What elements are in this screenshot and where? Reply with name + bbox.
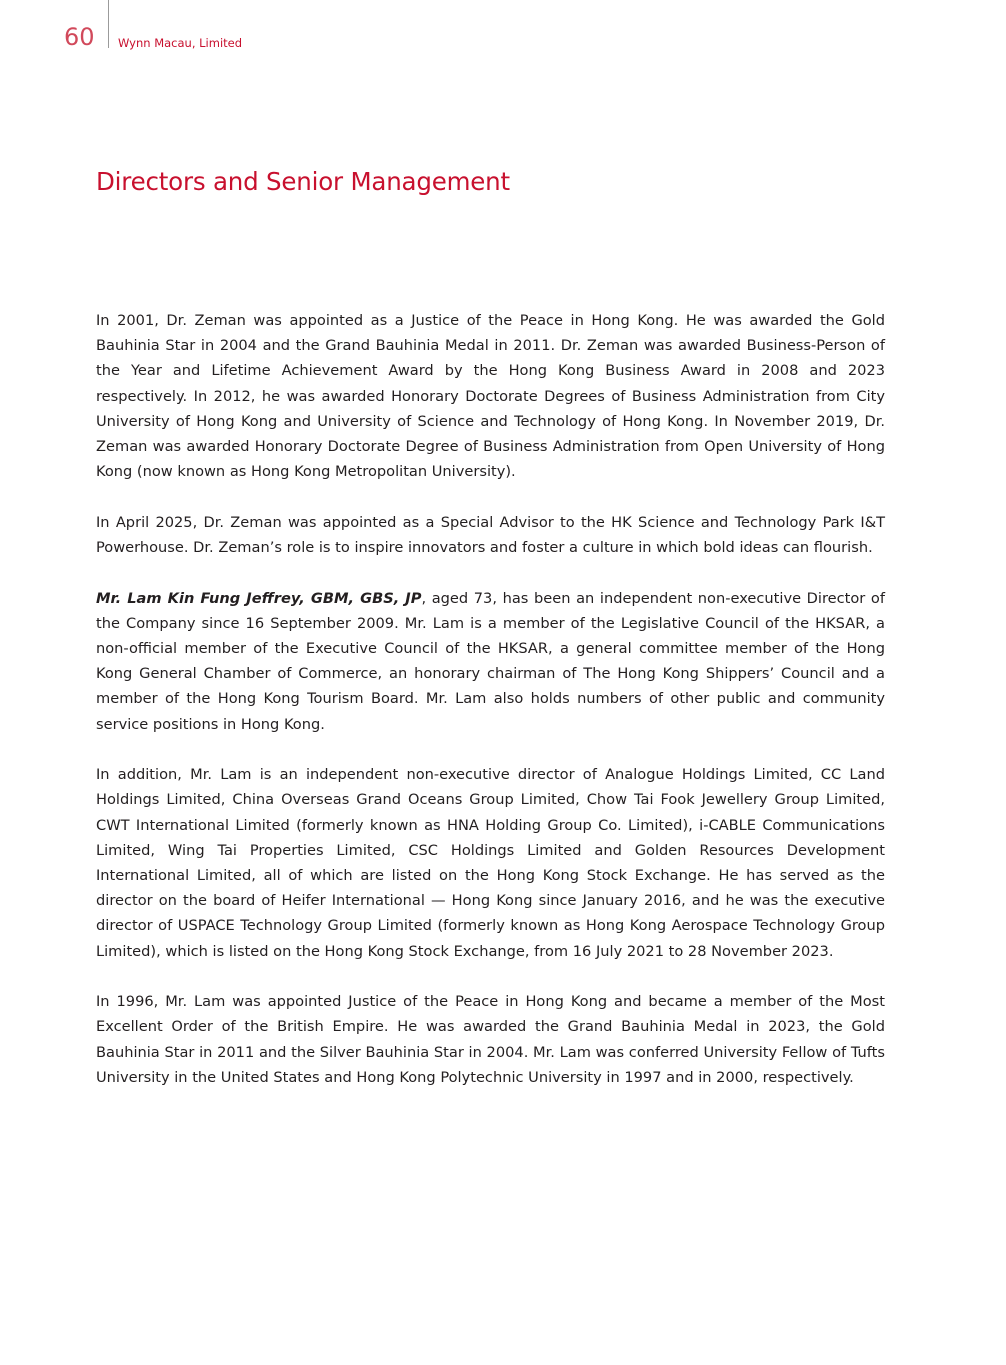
page-number: 60 [64,23,95,51]
paragraph-zeman-advisor: In April 2025, Dr. Zeman was appointed as a Special Advisor to the HK Science and Technology Park I&T Powerhouse. Dr. Zeman’s role is to inspire innovators and foster a culture in which bold ideas can flourish. [96,513,885,557]
company-name: Wynn Macau, Limited [118,36,243,50]
director-name: Mr. Lam Kin Fung Jeffrey, GBM, GBS, JP [96,589,422,607]
paragraph-lam-directorships: In addition, Mr. Lam is an independent non-executive director of Analogue Holdings Limited, CC Land Holdings Limited, China Overseas Grand Oceans Group Limited, Chow Tai Fook Jewellery Group Limited, CWT International Limited (formerly known as HNA Holding Group Co. Limited), i-CABLE Communications Limited, Wing Tai Properties Limited, CSC Holdings Limited and Golden Resources Development International Limited, all of which are listed on the Hong Kong Stock Exchange. He has served as the director on the board of Heifer International — Hong Kong since January 2016, and he was the executive director of USPACE Technology Group Limited (formerly known as Hong Kong Aerospace Technology Group Limited), which is listed on the Hong Kong Stock Exchange, from 16 July 2021 to 28 November 2023. [96,766,885,960]
section-title: Directors and Senior Management [96,167,510,196]
paragraph-lam-bio [96,586,885,737]
paragraph-lam-honours: In 1996, Mr. Lam was appointed Justice of the Peace in Hong Kong and became a member of the Most Excellent Order of the British Empire. He was awarded the Grand Bauhinia Medal in 2023, the Gold Bauhinia Star in 2011 and the Silver Bauhinia Star in 2004. Mr. Lam was conferred University Fellow of Tufts University in the United States and Hong Kong Polytechnic University in 1997 and in 2000, respectively. [96,993,885,1086]
body-text [96,308,885,1115]
paragraph-zeman-honours: In 2001, Dr. Zeman was appointed as a Justice of the Peace in Hong Kong. He was awarded the Gold Bauhinia Star in 2004 and the Grand Bauhinia Medal in 2011. Dr. Zeman was awarded Business-Person of the Year and Lifetime Achievement Award by the Hong Kong Business Award in 2008 and 2023 respectively. In 2012, he was awarded Honorary Doctorate Degrees of Business Administration from City University of Hong Kong and University of Science and Technology of Hong Kong. In November 2019, Dr. Zeman was awarded Honorary Doctorate Degree of Business Administration from Open University of Hong Kong (now known as Hong Kong Metropolitan University). [96,312,885,481]
header-divider [108,0,109,48]
director-bio-text: , aged 73, has been an independent non-executive Director of the Company since 16 September 2009. Mr. Lam is a member of the Legislative Council of the HKSAR, a non-official member of the Executive Council of the HKSAR, a general committee member of the Hong Kong General Chamber of Commerce, an honorary chairman of The Hong Kong Shippers’ Council and a member of the Hong Kong Tourism Board. Mr. Lam also holds numbers of other public and community service positions in Hong Kong. [96,589,885,733]
